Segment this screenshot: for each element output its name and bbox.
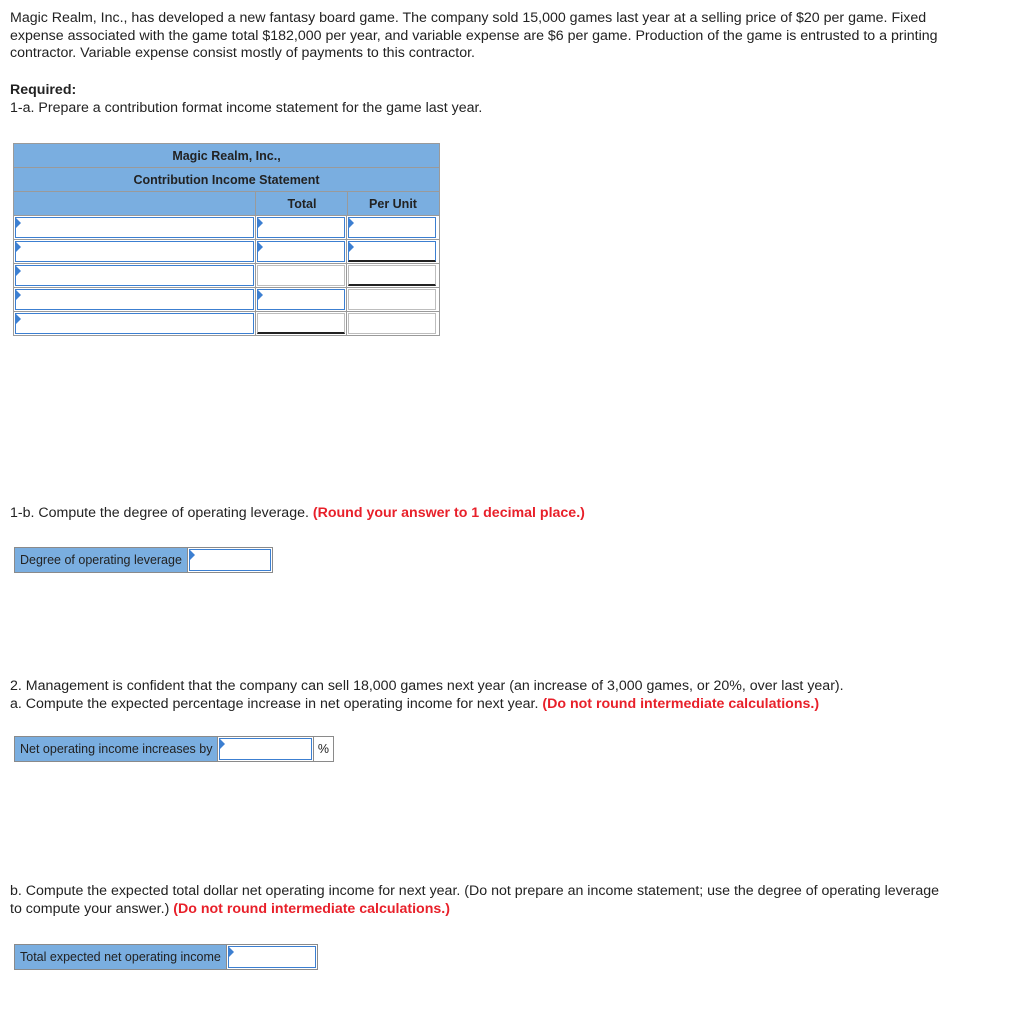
question-1b: [10, 505, 950, 523]
statement-company: Magic Realm, Inc.,: [172, 149, 281, 163]
per-unit-input[interactable]: [348, 313, 436, 334]
per-unit-input[interactable]: [348, 217, 436, 238]
row-label-input[interactable]: [15, 289, 254, 310]
statement-title-header: [14, 168, 439, 192]
total-input[interactable]: [257, 241, 345, 262]
question-2: [10, 678, 950, 713]
row-label-input[interactable]: [15, 265, 254, 286]
statement-company-header: [14, 144, 439, 168]
dol-answer-box: [14, 547, 273, 573]
question-2b: [10, 883, 950, 918]
noi-increase-input[interactable]: [219, 738, 311, 760]
dol-label: Degree of operating leverage: [15, 548, 188, 572]
question-1b-text: 1-b. Compute the degree of operating leverage.: [10, 505, 309, 521]
income-statement-table: [13, 143, 440, 336]
question-2a-text: a. Compute the expected percentage increase in net operating income for next year.: [10, 695, 539, 712]
table-row: [14, 240, 439, 264]
required-label: Required:: [10, 82, 77, 98]
percent-unit: %: [313, 737, 333, 761]
question-2a-note: (Do not round intermediate calculations.): [542, 695, 820, 712]
column-per-unit: Per Unit: [369, 197, 417, 211]
total-noi-input[interactable]: [228, 946, 316, 968]
row-label-input[interactable]: [15, 313, 254, 334]
table-row: [14, 312, 439, 335]
total-input[interactable]: [257, 313, 345, 334]
question-1b-note: (Round your answer to 1 decimal place.): [312, 505, 585, 521]
required-section: [10, 82, 950, 117]
total-input[interactable]: [257, 289, 345, 310]
table-row: [14, 216, 439, 240]
row-label-input[interactable]: [15, 217, 254, 238]
statement-column-header: [14, 192, 439, 216]
total-noi-label: Total expected net operating income: [15, 945, 227, 969]
row-label-input[interactable]: [15, 241, 254, 262]
statement-title: Contribution Income Statement: [133, 173, 320, 187]
column-total: Total: [287, 197, 317, 211]
question-2b-text: b. Compute the expected total dollar net operating income for next year. (Do not prepare an income statement; use the degree of operating leverage to compute your answer.): [10, 883, 940, 917]
per-unit-input[interactable]: [348, 241, 436, 262]
question-2b-note: (Do not round intermediate calculations.): [173, 900, 450, 917]
noi-increase-label: Net operating income increases by: [15, 737, 218, 761]
question-2a: [10, 696, 950, 714]
problem-intro: Magic Realm, Inc., has developed a new fantasy board game. The company sold 15,000 games last year at a selling price of $20 per game. Fixed expense associated with the game total $182,000 per year, and variable expense are $6 per game. Production of the game is entrusted to a printing contractor. Variable expense consist mostly of payments to this contractor.: [10, 10, 938, 61]
total-input[interactable]: [257, 217, 345, 238]
total-input[interactable]: [257, 265, 345, 286]
total-noi-answer-box: [14, 944, 318, 970]
question-2-line1: 2. Management is confident that the company can sell 18,000 games next year (an increase of 3,000 games, or 20%, over last year).: [10, 678, 844, 694]
question-1a: 1-a. Prepare a contribution format income statement for the game last year.: [10, 99, 483, 116]
table-row: [14, 264, 439, 288]
dol-input[interactable]: [189, 549, 271, 571]
noi-increase-answer-box: [14, 736, 334, 762]
per-unit-input[interactable]: [348, 289, 436, 310]
table-row: [14, 288, 439, 312]
per-unit-input[interactable]: [348, 265, 436, 286]
